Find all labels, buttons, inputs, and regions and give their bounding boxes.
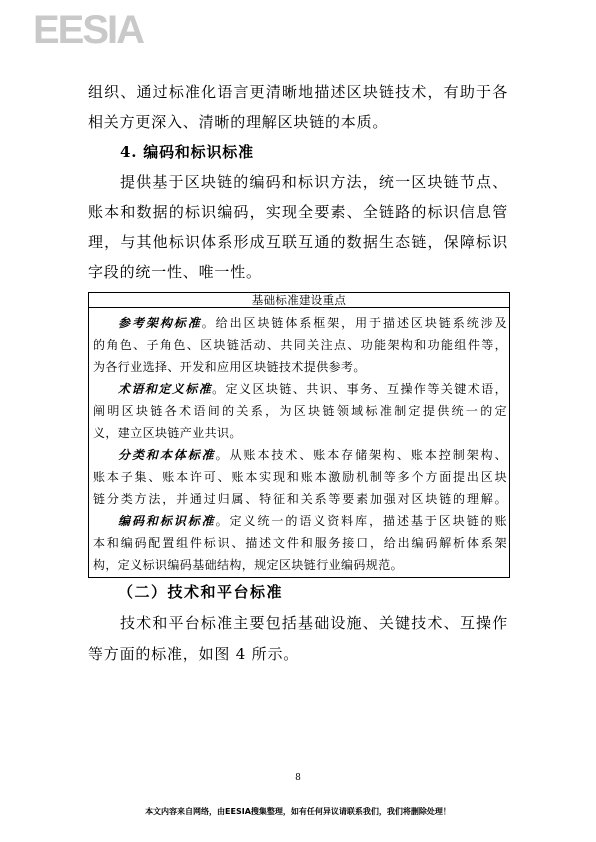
box-item-line: 构，定义标识编码基础结构，规定区块链行业编码规范。 [93,558,404,572]
section-heading: （二）技术和平台标准 [118,583,284,601]
box-item-term: 参考架构标准 [118,316,202,330]
section-paragraph [88,167,508,287]
box-item-line [93,378,507,400]
box-item [93,378,507,444]
box-item-term: 术语和定义标准 [118,382,213,396]
box-item-text: 。定义统一的语义资料库，描述基于区块链的账 [215,514,507,528]
box-item-line: 链分类方法，并通过归属、特征和关系等要素加强对区块链的理解。 [93,492,507,506]
section-heading: 4. 编码和标识标准 [120,143,254,161]
box-item-line: 义，建立区块链产业共识。 [93,426,242,440]
box-item-text: 。给出区块链体系框架，用于描述区块链系统涉及 [201,316,507,330]
eesia-logo: EESIA [33,8,144,52]
paragraph-line: 相关方更深入、清晰的理解区块链的本质。 [88,113,389,131]
footer-disclaimer: 本文内容来自网络，由EESIA搜集整理，如有任何异议请联系我们，我们将删除处理！ [145,807,451,816]
box-item-line [93,510,507,532]
box-item-text: 。从账本技术、账本存储架构、账本控制架构、 [215,448,507,462]
paragraph-line: 组织、通过标准化语言更清晰地描述区块链技术，有助于各 [88,83,508,101]
bottom-text-block [88,577,508,670]
key-points-box [88,292,510,578]
intro-paragraph [88,77,508,137]
paragraph-line: 字段的统一性、唯一性。 [88,263,262,281]
paragraph-line: 理，与其他标识体系形成互联互通的数据生态链，保障标识 [88,233,508,251]
paragraph-line: 提供基于区块链的编码和标识方法，统一区块链节点、 [120,173,508,191]
box-item-text: 。定义区块链、共识、事务、互操作等关键术语， [212,382,507,396]
paragraph-line: 账本和数据的标识编码，实现全要素、全链路的标识信息管 [88,203,508,221]
section-paragraph [88,608,508,670]
box-item-line [93,312,507,334]
box-item-line: 账本子集、账本许可、账本实现和账本激励机制等多个方面提出区块 [93,470,507,484]
box-item-line: 阐明区块链各术语间的关系，为区块链领域标准制定提供统一的定 [93,404,507,418]
box-item-line [93,444,507,466]
box-item [93,510,507,576]
box-item-line: 本和编码配置组件标识、描述文件和服务接口，给出编码解析体系架 [93,536,507,550]
page-number: 8 [295,773,301,783]
box-body [89,308,509,576]
paragraph-line: 技术和平台标准主要包括基础设施、关键技术、互操作 [120,614,508,632]
paragraph-line: 等方面的标准，如图 4 所示。 [88,645,300,663]
box-item [93,444,507,510]
box-item-line: 的角色、子角色、区块链活动、共同关注点、功能架构和功能组件等， [93,338,507,352]
box-item [93,312,507,378]
box-header: 基础标准建设重点 [89,293,509,308]
box-item-line: 为各行业选择、开发和应用区块链技术提供参考。 [93,360,366,374]
box-item-term: 分类和本体标准 [118,448,216,462]
box-item-term: 编码和标识标准 [118,514,216,528]
top-text-block [88,77,508,287]
